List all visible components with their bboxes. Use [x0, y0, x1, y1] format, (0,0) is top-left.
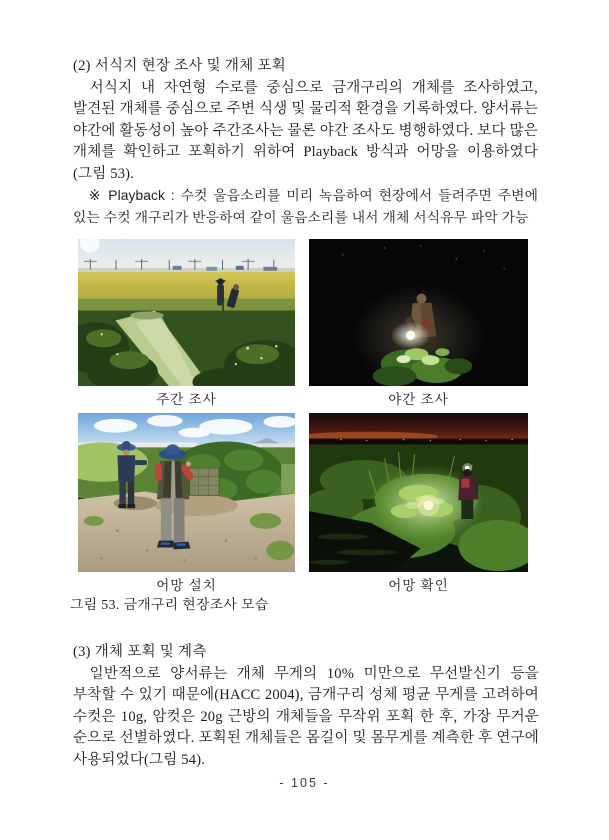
photo-daytime-survey-art: [78, 239, 295, 386]
photo-night-survey-art: [309, 239, 528, 386]
section-2-heading: (2) 서식지 현장 조사 및 개체 포획: [73, 58, 287, 74]
net-cage: [189, 468, 219, 495]
photo-net-check-art: [309, 413, 528, 572]
section-3-paragraph: 일반적으로 양서류는 개체 무게의 10% 미만으로 무선발신기 등을 부착할 수 있기 때문에(HACC 2004), 금개구리 성체 평균 무게를 고려하여 수컷은 10g, 암컷은 20g 근방의 개체들을 무작위 포획 한 후, 가장 무거운 순으로 선별하였다. 포획된 개체들은 몸길이 및 몸무게를 계측한 후 연구에 사용되었다(그림 54).: [73, 665, 539, 768]
photo-caption-net-install: 어망 설치: [156, 578, 217, 593]
photo-caption-net-check: 어망 확인: [388, 578, 449, 593]
figure-cell-night: [309, 239, 528, 413]
photo-net-check: [309, 413, 528, 572]
playback-note: ※ Playback : 수컷 울음소리를 미리 녹음하여 현장에서 들려주면 주변에 있는 수컷 개구리가 반응하여 같이 울음소리를 내서 개체 서식유무 파악 가능: [73, 188, 538, 225]
page-number: - 105 -: [279, 776, 330, 790]
photo-daytime-survey: [78, 239, 295, 386]
figure-cell-daytime: [78, 239, 295, 413]
photo-caption-daytime: 주간 조사: [156, 392, 217, 407]
photo-caption-night: 야간 조사: [388, 392, 449, 407]
section-2: [73, 56, 538, 228]
section-3: [73, 642, 539, 771]
figure-53-caption: 그림 53. 금개구리 현장조사 모습: [70, 597, 269, 612]
photo-net-install-art: [78, 413, 295, 572]
figure-cell-net-install: [78, 413, 295, 599]
photo-net-install: [78, 413, 295, 572]
section-2-paragraph: 서식지 내 자연형 수로를 중심으로 금개구리의 개체를 조사하였고, 발견된 개체를 중심으로 주변 식생 및 물리적 환경을 기록하였다. 양서류는 야간에 활동성이 높아 주간조사는 물론 야간 조사도 병행하였다. 보다 많은 개체를 확인하고 포획하기 위하여 Playback 방식과 어망을 이용하였다(그림 53).: [73, 79, 538, 182]
section-3-heading: (3) 개체 포획 및 계측: [73, 644, 207, 660]
photo-night-survey: [309, 239, 528, 386]
figure-cell-net-check: [309, 413, 528, 599]
figure-53: [78, 239, 528, 599]
